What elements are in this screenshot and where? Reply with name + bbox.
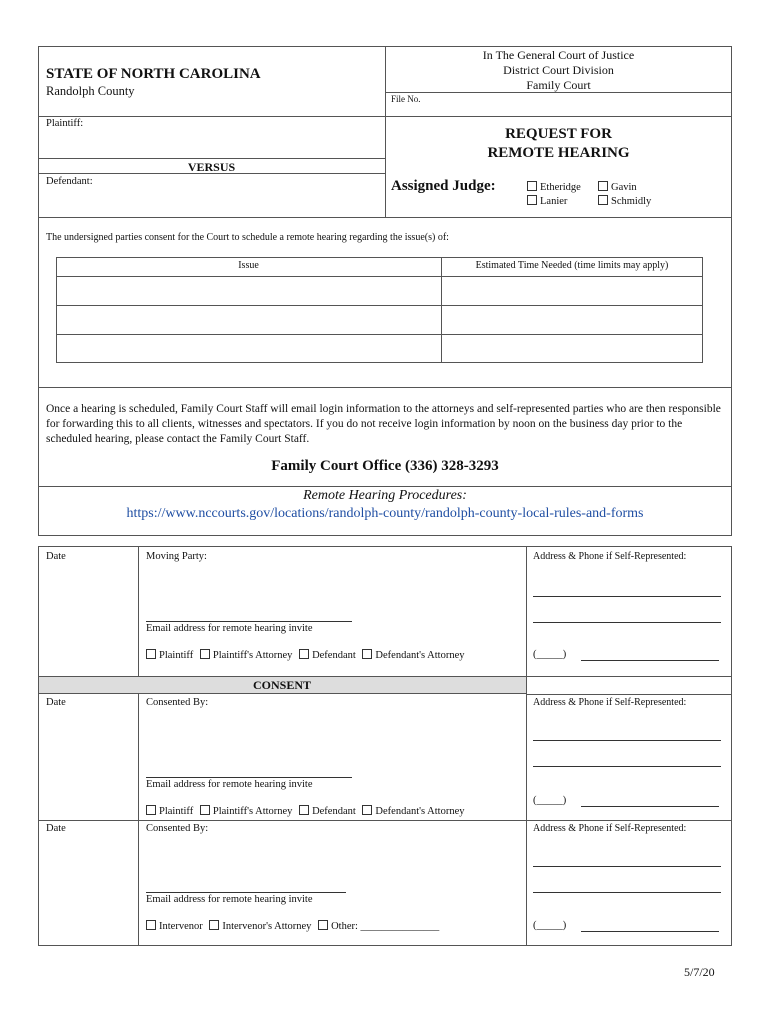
role-option-plaintiffs-attorney[interactable]: Plaintiff's Attorney [200,650,293,661]
moving-party-label: Moving Party: [146,551,207,562]
revision-date: 5/7/20 [684,965,715,979]
phone-line[interactable] [581,931,719,932]
role-option-defendant[interactable]: Defendant [299,806,356,817]
time-cell-1[interactable] [442,277,702,304]
procedures-label: Remote Hearing Procedures: [303,488,467,503]
address-line[interactable] [533,892,721,893]
time-cell-3[interactable] [442,335,702,362]
role-options-3 [146,920,439,932]
phone-prefix-1: (_____) [533,649,567,660]
judge-name: Gavin [611,182,637,193]
role-option-defendants-attorney[interactable]: Defendant's Attorney [362,806,464,817]
role-option-plaintiffs-attorney[interactable]: Plaintiff's Attorney [200,806,293,817]
checkbox[interactable] [146,805,156,815]
checkbox[interactable] [362,805,372,815]
checkbox[interactable] [209,920,219,930]
consented-by-label-1: Consented By: [146,697,209,708]
judge-name: Etheridge [540,182,581,193]
checkbox[interactable] [299,805,309,815]
email-label-3: Email address for remote hearing invite [146,894,313,905]
phone-line[interactable] [581,806,719,807]
address-label-3: Address & Phone if Self-Represented: [533,823,687,834]
court-line-1: In The General Court of Justice [482,48,635,62]
address-line[interactable] [533,740,721,741]
court-line-3: Family Court [526,78,591,92]
role-option-intervenors-attorney[interactable]: Intervenor's Attorney [209,921,311,932]
state-title: STATE OF NORTH CAROLINA [46,66,261,82]
issue-header: Issue [238,260,259,271]
judge-option-gavin[interactable] [598,181,637,193]
checkbox[interactable] [362,649,372,659]
checkbox[interactable] [200,649,210,659]
address-line[interactable] [533,766,721,767]
role-option-plaintiff[interactable]: Plaintiff [146,650,193,661]
checkbox[interactable] [318,920,328,930]
notice-text: Once a hearing is scheduled, Family Court Staff will email login information to the attorneys and self-represented parties who are then responsible for forwarding this to all clients, witnesses and spectators. If you do not receive login information by noon on the business day prior to the scheduled hearing, please contact the Family Court Staff. [46,403,721,445]
consent-heading: CONSENT [252,678,311,692]
address-line[interactable] [533,866,721,867]
phone-line[interactable] [581,660,719,661]
role-options-1 [146,649,465,661]
signature-line[interactable] [146,892,346,893]
role-option-other[interactable]: Other: _______________ [318,921,439,932]
checkbox[interactable] [299,649,309,659]
address-line[interactable] [533,596,721,597]
role-option-defendants-attorney[interactable]: Defendant's Attorney [362,650,464,661]
issue-cell-3[interactable] [57,335,440,362]
role-option-defendant[interactable]: Defendant [299,650,356,661]
checkbox[interactable] [598,181,608,191]
checkbox[interactable] [146,920,156,930]
address-label-2: Address & Phone if Self-Represented: [533,697,687,708]
court-line-2: District Court Division [503,63,614,77]
defendant-label: Defendant: [46,176,93,187]
date-label-2: Date [46,697,66,708]
email-label-2: Email address for remote hearing invite [146,779,313,790]
judge-option-etheridge[interactable] [527,181,581,193]
form-title [385,125,732,163]
judge-option-lanier[interactable] [527,195,567,207]
date-label-3: Date [46,823,66,834]
role-options-2 [146,805,465,817]
time-cell-2[interactable] [442,306,702,333]
signature-line[interactable] [146,621,352,622]
checkbox[interactable] [146,649,156,659]
phone-prefix-2: (_____) [533,795,567,806]
date-label-1: Date [46,551,66,562]
plaintiff-label: Plaintiff: [46,118,84,129]
checkbox[interactable] [527,195,537,205]
signature-table [38,546,732,946]
judge-name: Schmidly [611,196,652,207]
signature-line[interactable] [146,777,352,778]
role-option-intervenor[interactable]: Intervenor [146,921,203,932]
phone-prefix-3: (_____) [533,920,567,931]
court-name [385,48,732,93]
issue-cell-2[interactable] [57,306,440,333]
judge-option-schmidly[interactable] [598,195,651,207]
time-needed-header: Estimated Time Needed (time limits may apply) [475,260,669,271]
issue-cell-1[interactable] [57,277,440,304]
file-no-label: File No. [391,94,421,104]
checkbox[interactable] [200,805,210,815]
consented-by-label-2: Consented By: [146,823,209,834]
procedures-link-wrap [38,506,732,522]
form-title-line-2: REMOTE HEARING [487,145,630,161]
assigned-judge-label: Assigned Judge: [391,178,496,194]
email-label-1: Email address for remote hearing invite [146,623,313,634]
judge-name: Lanier [540,196,568,207]
role-option-plaintiff[interactable]: Plaintiff [146,806,193,817]
checkbox[interactable] [527,181,537,191]
form-title-line-1: REQUEST FOR [505,126,612,142]
address-label-1: Address & Phone if Self-Represented: [533,551,687,562]
address-line[interactable] [533,622,721,623]
checkbox[interactable] [598,195,608,205]
consent-intro: The undersigned parties consent for the Court to schedule a remote hearing regarding the issue(s) of: [46,232,449,243]
county-label: Randolph County [46,84,135,98]
versus-label: VERSUS [187,160,236,174]
family-court-office: Family Court Office (336) 328-3293 [271,458,499,474]
procedures-link[interactable]: https://www.nccourts.gov/locations/randolph-county/randolph-county-local-rules-and-forms [126,506,644,521]
